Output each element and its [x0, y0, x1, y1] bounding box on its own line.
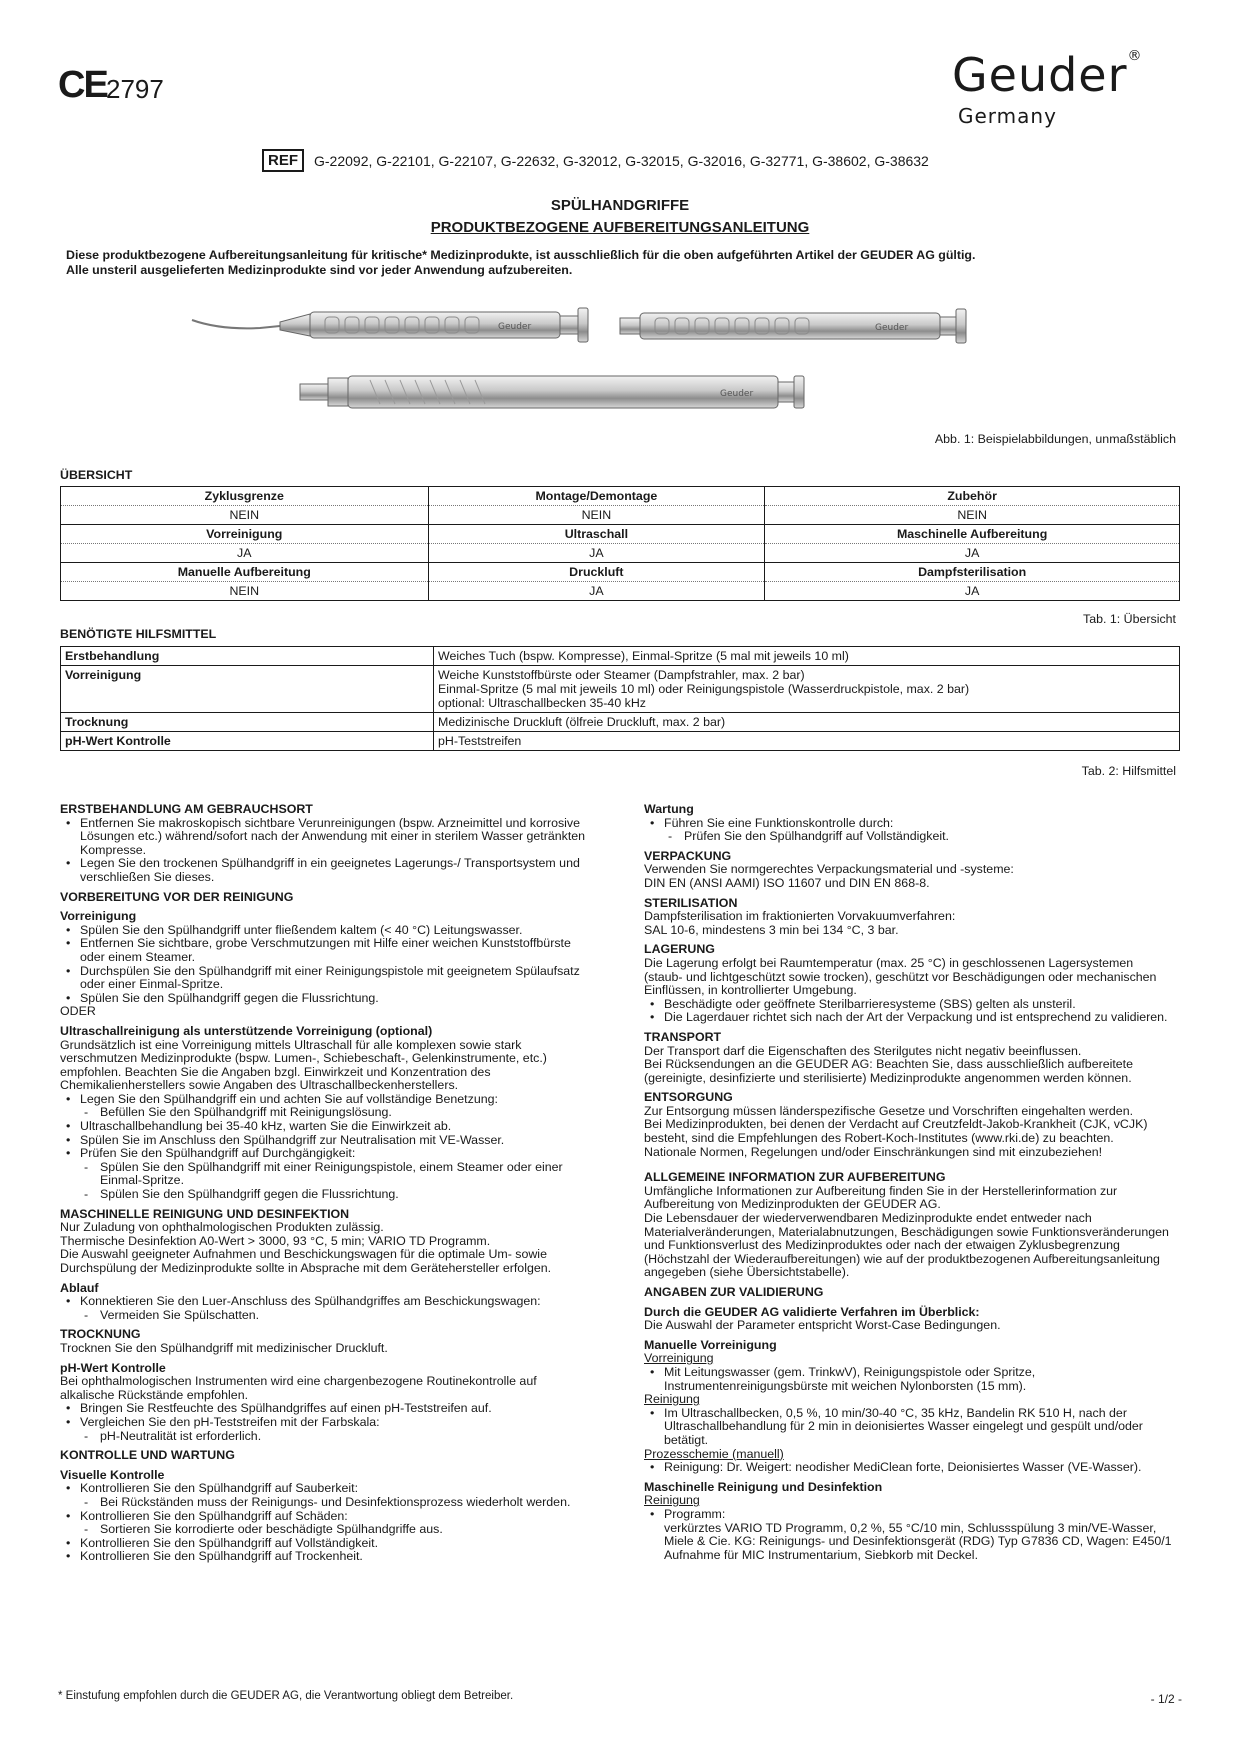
aids-value-line: Einmal-Spritze (5 mal mit jeweils 10 ml) oder Reinigungspistole (Wasserdruckpistole, max. 2 bar) — [438, 682, 970, 696]
aids-value-line: optional: Ultraschallbecken 35-40 kHz — [438, 696, 646, 710]
intro-line-1: Diese produktbezogene Aufbereitungsanleitung für kritische* Medizinprodukte, ist ausschließlich für die oben aufgeführten Artikel der GEUDER AG gültig. — [66, 248, 976, 262]
paragraph: Bei Medizinprodukten, bei denen der Verdacht auf Creutzfeldt-Jakob-Krankheit (CJK, vCJK) besteht, sind die Empfehlungen des Robert-Koch-Institutes (www.rki.de) zu beachten. — [644, 1117, 1148, 1146]
paragraph: Die Auswahl geeigneter Aufnahmen und Beschickungswagen für die optimale Um- sowie Durchspülung der Medizinprodukte sollte in Absprache mit dem Gerätehersteller erfolgen. — [60, 1247, 552, 1275]
aids-value-line: Medizinische Druckluft (ölfreie Druckluft, max. 2 bar) — [438, 715, 726, 729]
aids-row — [61, 732, 1180, 751]
subsection-heading: pH-Wert Kontrolle — [60, 1360, 166, 1375]
paragraph: Verwenden Sie normgerechtes Verpackungsmaterial und -systeme: — [644, 862, 1014, 877]
engraving-1: Geuder — [498, 322, 532, 332]
section-heading: VORBEREITUNG VOR DER REINIGUNG — [60, 889, 294, 904]
section-heading: MASCHINELLE REINIGUNG UND DESINFEKTION — [60, 1206, 350, 1221]
dash-item: - Spülen Sie den Spülhandgriff gegen die Flussrichtung. — [60, 1188, 590, 1202]
overview-header-cell: Maschinelle Aufbereitung — [765, 525, 1180, 544]
engraving-2: Geuder — [875, 323, 909, 333]
bullet-item: • Prüfen Sie den Spülhandgriff auf Durchgängigkeit: — [60, 1147, 590, 1161]
overview-heading: ÜBERSICHT — [60, 468, 133, 482]
overview-header-cell: Zubehör — [765, 487, 1180, 506]
bullet-item: • Führen Sie eine Funktionskontrolle durch: — [644, 817, 1174, 831]
short-handle-image — [620, 309, 966, 343]
aids-value-cell — [434, 713, 1180, 732]
engraving-3: Geuder — [720, 389, 754, 399]
ref-label: REF — [262, 149, 304, 172]
section-heading: STERILISATION — [644, 895, 738, 910]
paragraph: Bei Rücksendungen an die GEUDER AG: Beachten Sie, dass ausschließlich aufbereitete (gereinigte, desinfizierte und sterilisierte) Medizinprodukte angenommen werden können. — [644, 1057, 1134, 1085]
aids-value-line: Weiches Tuch (bspw. Kompresse), Einmal-Spritze (5 mal mit jeweils 10 ml) — [438, 649, 849, 663]
subsection-heading: Visuelle Kontrolle — [60, 1467, 165, 1482]
dash-item: - Sortieren Sie korrodierte oder beschädigte Spülhandgriffe aus. — [60, 1523, 590, 1537]
overview-header-cell: Zyklusgrenze — [61, 487, 429, 506]
aids-heading: BENÖTIGTE HILFSMITTEL — [60, 627, 217, 641]
bullet-item: • Beschädigte oder geöffnete Sterilbarrieresysteme (SBS) gelten als unsteril. — [644, 998, 1174, 1012]
left-column — [60, 797, 590, 1564]
bullet-item: • Entfernen Sie makroskopisch sichtbare Verunreinigungen (bspw. Arzneimittel und korrosive Lösungen etc.) während/sofort nach der Anwendung mit einer in sterilem Wasser getränkten Kompresse. — [60, 817, 590, 858]
aids-caption: Tab. 2: Hilfsmittel — [1081, 764, 1176, 778]
dash-item: - Vermeiden Sie Spülschatten. — [60, 1309, 590, 1323]
paragraph: Thermische Desinfektion A0-Wert > 3000, 93 °C, 5 min; VARIO TD Programm. — [60, 1233, 491, 1248]
overview-header-cell: Druckluft — [428, 563, 765, 582]
overview-header-cell: Vorreinigung — [61, 525, 429, 544]
overview-header-cell: Montage/Demontage — [428, 487, 765, 506]
bullet-item: • Legen Sie den trockenen Spülhandgriff in ein geeignetes Lagerungs-/ Transportsystem und verschließen Sie dieses. — [60, 857, 590, 884]
aids-key-cell: pH-Wert Kontrolle — [61, 732, 434, 751]
bullet-item: • Durchspülen Sie den Spülhandgriff mit einer Reinigungspistole mit geeignetem Spülaufsatz oder einer Einmal-Spritze. — [60, 965, 590, 992]
bullet-item: • Bringen Sie Restfeuchte des Spülhandgriffes auf einen pH-Teststreifen auf. — [60, 1402, 590, 1416]
bullet-item: • Kontrollieren Sie den Spülhandgriff auf Vollständigkeit. — [60, 1537, 590, 1551]
spacer — [644, 1159, 1174, 1165]
ref-codes: G-22092, G-22101, G-22107, G-22632, G-32012, G-32015, G-32016, G-32771, G-38602, G-38632 — [314, 152, 929, 169]
bullet-item: • Spülen Sie im Anschluss den Spülhandgriff zur Neutralisation mit VE-Wasser. — [60, 1134, 590, 1148]
overview-table — [60, 486, 1180, 601]
paragraph: Dampfsterilisation im fraktionierten Vorvakuumverfahren: — [644, 909, 956, 924]
paragraph: SAL 10-6, mindestens 3 min bei 134 °C, 3 bar. — [644, 922, 899, 937]
document-title: SPÜLHANDGRIFFE — [550, 197, 690, 214]
reference-row — [262, 149, 929, 172]
overview-value-cell: JA — [61, 544, 429, 563]
aids-row — [61, 647, 1180, 666]
overview-value-cell: NEIN — [765, 506, 1180, 525]
section-heading: TROCKNUNG — [60, 1327, 141, 1342]
long-handle-image — [300, 376, 804, 408]
underlined-subheading: Reinigung — [644, 1493, 700, 1508]
brand-name: Geuder — [952, 48, 1128, 102]
right-column — [644, 797, 1174, 1562]
intro-line-2: Alle unsteril ausgelieferten Medizinprodukte sind vor jeder Anwendung aufzubereiten. — [66, 263, 573, 277]
bullet-item: • Ultraschallbehandlung bei 35-40 kHz, warten Sie die Einwirkzeit ab. — [60, 1120, 590, 1134]
overview-table-wrap — [60, 486, 1180, 601]
subsection-heading: Wartung — [644, 802, 694, 816]
subsection-heading: Ablauf — [60, 1280, 99, 1295]
page-number: - 1/2 - — [1150, 1692, 1182, 1706]
dash-item: - pH-Neutralität ist erforderlich. — [60, 1430, 590, 1444]
document-subtitle: PRODUKTBEZOGENE AUFBEREITUNGSANLEITUNG — [430, 219, 810, 236]
subsection-heading: Durch die GEUDER AG validierte Verfahren im Überblick: — [644, 1304, 980, 1319]
aids-key-cell: Erstbehandlung — [61, 647, 434, 666]
overview-header-cell: Manuelle Aufbereitung — [61, 563, 429, 582]
subsection-heading: Vorreinigung — [60, 909, 137, 924]
brand-logo — [952, 48, 1143, 102]
paragraph: ODER — [60, 1004, 96, 1019]
section-heading: ENTSORGUNG — [644, 1090, 733, 1105]
section-heading: TRANSPORT — [644, 1029, 722, 1044]
intro-text — [66, 248, 1166, 278]
overview-value-cell: JA — [428, 544, 765, 563]
aids-value-cell — [434, 647, 1180, 666]
registered-mark: ® — [1127, 48, 1143, 64]
footnote: * Einstufung empfohlen durch die GEUDER AG, die Verantwortung obliegt dem Betreiber. — [58, 1690, 514, 1702]
paragraph: Die Lagerung erfolgt bei Raumtemperatur (max. 25 °C) in geschlossenen Lagersystemen (staub- und lichtgeschützt sowie trocken), geschützt vor Beschädigungen oder mechanischen Einflüssen, in kontrollierter Umgebung. — [644, 955, 1157, 998]
bullet-item: • Die Lagerdauer richtet sich nach der Art der Verpackung und ist entsprechend zu validieren. — [644, 1011, 1174, 1025]
section-heading: LAGERUNG — [644, 942, 715, 957]
aids-value-cell — [434, 666, 1180, 713]
bullet-item: • Kontrollieren Sie den Spülhandgriff auf Trockenheit. — [60, 1550, 590, 1564]
section-heading: ALLGEMEINE INFORMATION ZUR AUFBEREITUNG — [644, 1170, 946, 1185]
aids-row — [61, 666, 1180, 713]
dash-item: - Prüfen Sie den Spülhandgriff auf Vollständigkeit. — [644, 830, 1174, 844]
product-illustrations — [180, 300, 1080, 430]
dash-item: - Bei Rückständen muss der Reinigungs- und Desinfektionsprozess wiederholt werden. — [60, 1496, 590, 1510]
bullet-item: • Entfernen Sie sichtbare, grobe Verschmutzungen mit Hilfe einer weichen Kunststoffbürste oder einem Steamer. — [60, 937, 590, 964]
overview-caption: Tab. 1: Übersicht — [1083, 612, 1176, 626]
aids-value-cell — [434, 732, 1180, 751]
paragraph: Nur Zuladung von ophthalmologischen Produkten zulässig. — [60, 1220, 384, 1235]
notified-body-number: 2797 — [106, 74, 164, 104]
bullet-item: • Kontrollieren Sie den Spülhandgriff auf Sauberkeit: — [60, 1482, 590, 1496]
figure-caption: Abb. 1: Beispielabbildungen, unmaßstäblich — [934, 432, 1176, 446]
bullet-item: • Reinigung: Dr. Weigert: neodisher MediClean forte, Deionisiertes Wasser (VE-Wasser). — [644, 1461, 1174, 1475]
aids-value-line: pH-Teststreifen — [438, 734, 522, 748]
paragraph: DIN EN (ANSI AAMI) ISO 11607 und DIN EN 868-8. — [644, 875, 930, 890]
bullet-item: • Spülen Sie den Spülhandgriff unter fließendem kaltem (< 40 °C) Leitungswasser. — [60, 924, 590, 938]
handle-with-cannula-image — [192, 308, 588, 342]
bullet-item: • Im Ultraschallbecken, 0,5 %, 10 min/30-40 °C, 35 kHz, Bandelin RK 510 H, nach der Ultraschallbehandlung für 2 min in deionisiertes Wasser eingelegt und gespült und/oder betätigt. — [644, 1407, 1174, 1448]
bullet-item: • Mit Leitungswasser (gem. TrinkwV), Reinigungspistole oder Spritze, Instrumentenreinigungsbürste mit weichen Nylonborsten (15 mm). — [644, 1366, 1174, 1393]
paragraph: Die Lebensdauer der wiederverwendbaren Medizinprodukte endet entweder nach Materialveränderungen, Materialabnutzungen, Beschädigungen sowie Funktionsveränderungen und Funktionsverlust des Medizinproduktes oder nach der etwaigen Zyklusbegrenzung (Höchstzahl der Wiederaufbereitungen) wie auf der produktbezogenen Aufbereitungsanleitung angegeben (siehe Übersichtstabelle). — [644, 1211, 1169, 1280]
paragraph: Bei ophthalmologischen Instrumenten wird eine chargenbezogene Routinekontrolle auf alkalische Rückstände empfohlen. — [60, 1374, 537, 1402]
bullet-item: • Programm: — [644, 1508, 1174, 1522]
underlined-subheading: Vorreinigung — [644, 1351, 714, 1366]
section-heading: VERPACKUNG — [644, 848, 732, 863]
dash-item: - Spülen Sie den Spülhandgriff mit einer Reinigungspistole, einem Steamer oder einer Einmal-Spritze. — [60, 1161, 590, 1188]
section-heading: KONTROLLE UND WARTUNG — [60, 1448, 235, 1463]
overview-value-cell: NEIN — [61, 506, 429, 525]
aids-row — [61, 713, 1180, 732]
overview-header-cell: Dampfsterilisation — [765, 563, 1180, 582]
paragraph: Trocknen Sie den Spülhandgriff mit medizinischer Druckluft. — [60, 1340, 388, 1355]
bullet-item: • Spülen Sie den Spülhandgriff gegen die Flussrichtung. — [60, 992, 590, 1006]
underlined-subheading: Reinigung — [644, 1392, 700, 1407]
aids-key-cell: Trocknung — [61, 713, 434, 732]
paragraph: Nationale Normen, Regelungen und/oder Einschränkungen sind mit einzubeziehen! — [644, 1144, 1103, 1159]
bullet-item: • Kontrollieren Sie den Spülhandgriff auf Schäden: — [60, 1510, 590, 1524]
paragraph: Zur Entsorgung müssen länderspezifische Gesetze und Vorschriften eingehalten werden. — [644, 1103, 1134, 1118]
overview-value-cell: JA — [765, 544, 1180, 563]
dash-item: - Befüllen Sie den Spülhandgriff mit Reinigungslösung. — [60, 1106, 590, 1120]
overview-value-cell: JA — [428, 582, 765, 601]
paragraph: Der Transport darf die Eigenschaften des Sterilgutes nicht negativ beeinflussen. — [644, 1043, 1082, 1058]
paragraph: Umfängliche Informationen zur Aufbereitung finden Sie in der Herstellerinformation zur Aufbereitung von Medizinprodukten der GEUDER AG. — [644, 1183, 1118, 1212]
section-heading: ANGABEN ZUR VALIDIERUNG — [644, 1285, 824, 1299]
overview-value-cell: NEIN — [61, 582, 429, 601]
ce-mark: CE — [58, 64, 107, 106]
bullet-item: • Legen Sie den Spülhandgriff ein und achten Sie auf vollständige Benetzung: — [60, 1093, 590, 1107]
overview-value-cell: NEIN — [428, 506, 765, 525]
subsection-heading: Ultraschallreinigung als unterstützende Vorreinigung (optional) — [60, 1023, 433, 1038]
bullet-item: • Konnektieren Sie den Luer-Anschluss des Spülhandgriffes am Beschickungswagen: — [60, 1295, 590, 1309]
paragraph: Grundsätzlich ist eine Vorreinigung mittels Ultraschall für alle komplexen sowie stark verschmutzen Medizinprodukte (bspw. Lumen-, Schiebeschaft-, Gelenkinstrumente, etc.) empfohlen. Beachten Sie die Angaben bzgl. Einwirkzeit und Konzentration des Chemikalienherstellers sowie Angaben des Ultraschallbeckenherstellers. — [60, 1037, 547, 1093]
aids-key-cell: Vorreinigung — [61, 666, 434, 713]
section-heading: ERSTBEHANDLUNG AM GEBRAUCHSORT — [60, 802, 313, 816]
bullet-item: • Vergleichen Sie den pH-Teststreifen mit der Farbskala: — [60, 1416, 590, 1430]
aids-table-wrap — [60, 646, 1180, 751]
overview-header-cell: Ultraschall — [428, 525, 765, 544]
aids-table — [60, 646, 1180, 751]
overview-value-cell: JA — [765, 582, 1180, 601]
underlined-subheading: Prozesschemie (manuell) — [644, 1446, 784, 1461]
subsection-heading: Manuelle Vorreinigung — [644, 1337, 777, 1352]
paragraph: Die Auswahl der Parameter entspricht Worst-Case Bedingungen. — [644, 1318, 1001, 1333]
brand-country: Germany — [958, 104, 1057, 128]
aids-value-line: Weiche Kunststoffbürste oder Steamer (Dampfstrahler, max. 2 bar) — [438, 668, 805, 682]
paragraph: verkürztes VARIO TD Programm, 0,2 %, 55 °C/10 min, Schlussspülung 3 min/VE-Wasser, Miele & Cie. KG: Reinigungs- und Desinfektionsgerät (RDG) Typ G7836 CD, Wagen: E450/1 Aufnahme für MIC Instrumentarium, Siebkorb mit Deckel. — [664, 1520, 1172, 1562]
subsection-heading: Maschinelle Reinigung und Desinfektion — [644, 1479, 883, 1494]
